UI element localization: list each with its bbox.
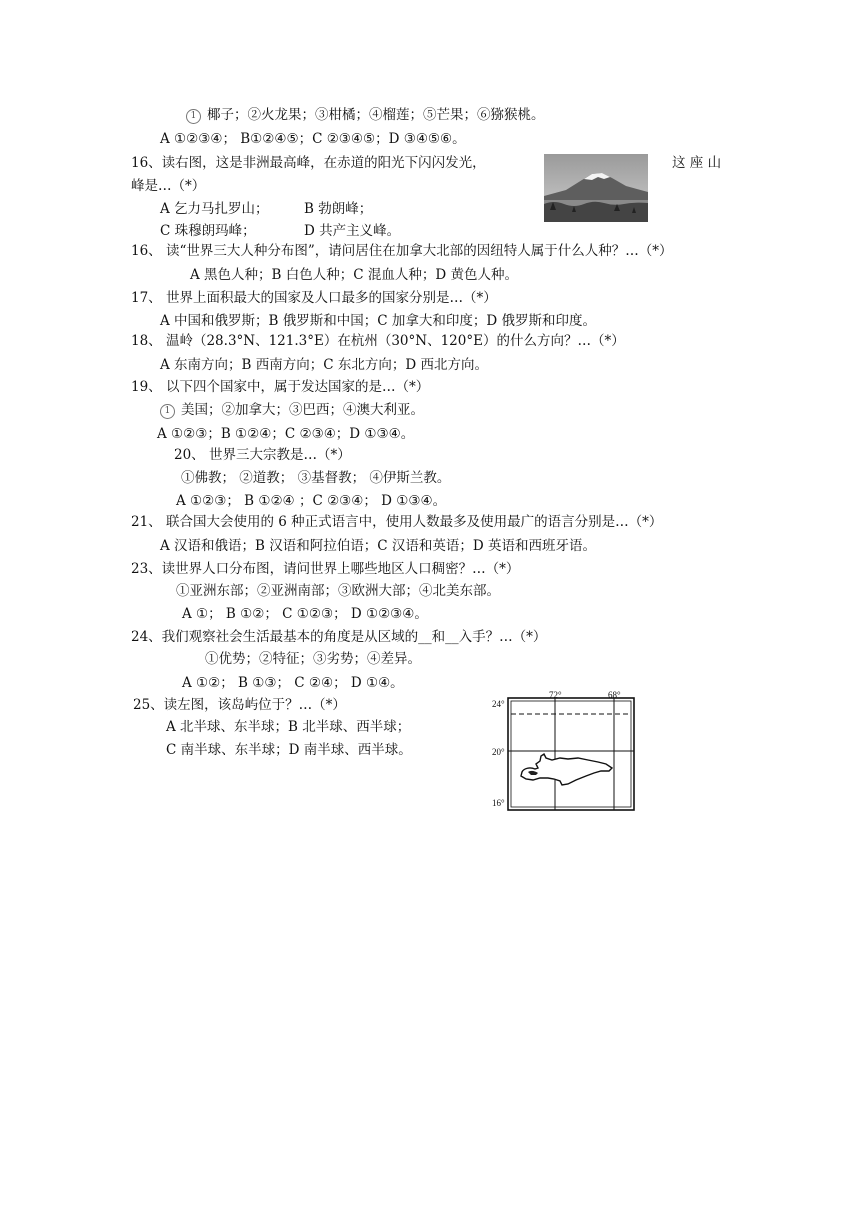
q19-options: A ①②③；B ①②④；C ②③④；D ①③④。	[157, 426, 415, 442]
q15-items: 1 椰子；②火龙果；③柑橘；④榴莲；⑤芒果；⑥猕猴桃。	[186, 106, 545, 124]
q17-options: A 中国和俄罗斯；B 俄罗斯和中国；C 加拿大和印度；D 俄罗斯和印度。	[160, 313, 596, 329]
q18-stem: 18、 温岭（28.3°N、121.3°E）在杭州（30°N、120°E）的什么方向？…（*）	[131, 333, 625, 349]
q16a-option-c: C 珠穆朗玛峰；	[160, 223, 256, 239]
q16a-stem-cont: 这 座 山	[672, 155, 722, 171]
lon-label: 68°	[608, 690, 621, 700]
q16b-options: A 黑色人种；B 白色人种；C 混血人种；D 黄色人种。	[190, 267, 518, 283]
q23-items: ①亚洲东部；②亚洲南部；③欧洲大部；④北美东部。	[176, 583, 500, 599]
lat-label: 16°	[492, 798, 505, 808]
q23-options: A ①； B ①②； C ①②③； D ①②③④。	[182, 606, 428, 622]
q19-stem: 19、 以下四个国家中，属于发达国家的是…（*）	[131, 379, 430, 395]
q16a-option-d: D 共产主义峰。	[304, 223, 401, 239]
q24-stem: 24、我们观察社会生活最基本的角度是从区域的__和__入手？…（*）	[131, 629, 547, 645]
q15-options: A ①②③④； B①②④⑤；C ②③④⑤；D ③④⑤⑥。	[160, 131, 466, 147]
mountain-photo	[544, 154, 648, 222]
q24-items: ①优势；②特征；③劣势；④差异。	[205, 651, 421, 667]
q23-stem: 23、读世界人口分布图，请问世界上哪些地区人口稠密？…（*）	[131, 561, 520, 577]
q25-stem: 25、读左图，该岛屿位于？…（*）	[133, 697, 346, 713]
q20-stem: 20、 世界三大宗教是…（*）	[174, 447, 351, 463]
q25-options-line2: C 南半球、东半球；D 南半球、西半球。	[166, 742, 412, 758]
q18-options: A 东南方向；B 西南方向；C 东北方向；D 西北方向。	[160, 357, 488, 373]
q19-items: 1 美国；②加拿大；③巴西；④澳大利亚。	[160, 401, 424, 419]
q16a-option-a: A 乞力马扎罗山；	[160, 201, 269, 217]
island-outline	[521, 754, 612, 785]
q20-options: A ①②③； B ①②④ ；C ②③④； D ①③④。	[176, 493, 447, 509]
q16a-stem: 16、读右图，这是非洲最高峰，在赤道的阳光下闪闪发光，	[131, 155, 486, 171]
q21-options: A 汉语和俄语；B 汉语和阿拉伯语；C 汉语和英语；D 英语和西班牙语。	[160, 538, 596, 554]
q16a-option-b: B 勃朗峰；	[304, 201, 373, 217]
lat-label: 24°	[492, 699, 505, 709]
q24-options: A ①②； B ①③； C ②④； D ①④。	[182, 675, 404, 691]
q16a-stem-line2: 峰是…（*）	[131, 178, 206, 194]
q21-stem: 21、 联合国大会使用的 6 种正式语言中，使用人数最多及使用最广的语言分别是…（*）	[131, 514, 663, 530]
q20-items: ①佛教； ②道教； ③基督教； ④伊斯兰教。	[181, 470, 451, 486]
lat-label: 20°	[492, 747, 505, 757]
q16b-stem: 16、 读“世界三大人种分布图”，请问居住在加拿大北部的因纽特人属于什么人种？…（*）	[131, 243, 673, 259]
island-map	[488, 688, 640, 814]
item-number-circle: 1	[186, 109, 201, 124]
item-number-circle: 1	[160, 404, 175, 419]
q17-stem: 17、 世界上面积最大的国家及人口最多的国家分别是…（*）	[131, 290, 497, 306]
q25-options-line1: A 北半球、东半球；B 北半球、西半球；	[166, 719, 411, 735]
lon-label: 72°	[549, 690, 562, 700]
